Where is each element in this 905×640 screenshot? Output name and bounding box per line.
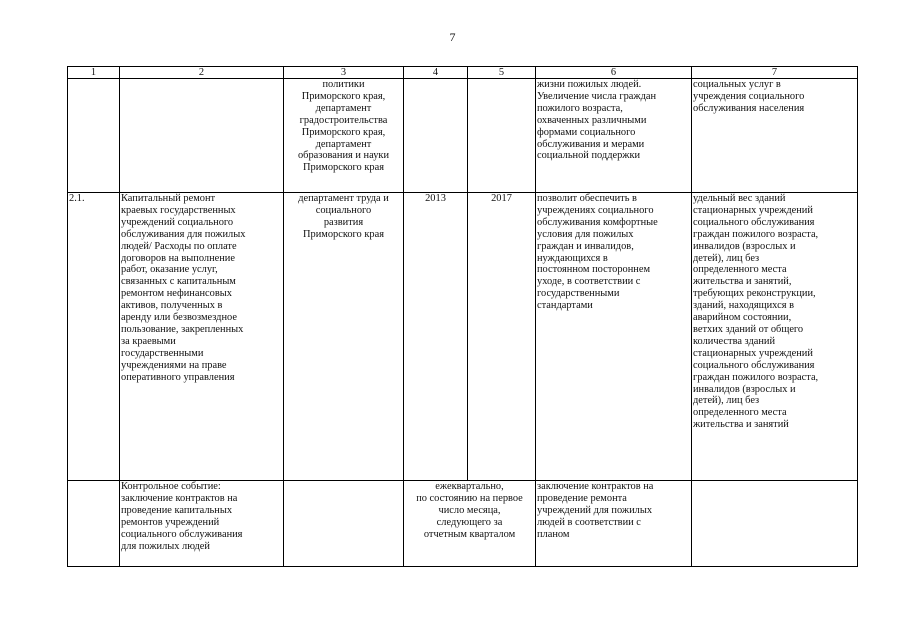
cell-line: учреждения социального [693,90,805,102]
measure-cell [120,79,284,193]
cell-line: Приморского края, [301,90,386,102]
cell-line: определенного места [693,264,787,276]
end-year-cell: 2017 [468,193,536,481]
column-header: 6 [536,67,692,79]
cell-line: уходе, в соответствии с [537,276,641,288]
cell-line: пожилого возраста, [537,102,623,114]
cell-line: Капитальный ремонт [121,193,216,204]
measure-cell [120,193,284,481]
cell-line: заключение контрактов на [121,492,238,504]
cell-line: ежеквартально, [435,481,504,492]
cell-line: социального обслуживания [693,216,815,228]
cell-line: образования и науки [297,150,389,162]
cell-line: департамент [315,102,372,114]
executor-cell [284,79,404,193]
column-header: 2 [120,67,284,79]
cell-line: социальных услуг в [693,79,781,90]
cell-line: жительства и занятий [693,419,789,431]
row-number-cell [68,481,120,567]
cell-line: ремонтов учреждений [121,516,220,528]
cell-line: инвалидов (взрослых и [693,240,796,252]
cell-line: детей), лиц без [693,395,760,407]
table-row [68,193,858,481]
indicator-cell [692,481,858,567]
cell-line: государственными [537,288,620,300]
result-cell [536,79,692,193]
cell-line: жизни пожилых людей. [537,79,642,90]
cell-line: Приморского края [303,162,384,174]
cell-line: социального [315,204,372,216]
period-cell [404,481,536,567]
cell-line: учреждений социального [121,216,234,228]
cell-line: ветхих зданий от общего [693,323,804,335]
cell-line: проведение ремонта [537,492,627,504]
cell-line: аренду или безвозмездное [121,312,237,324]
cell-line: пользование, закрепленных [121,323,244,335]
cell-line: определенного места [693,407,787,419]
cell-line: формами социального [537,126,636,138]
cell-line: граждан пожилого возраста, [693,228,819,240]
cell-line: стандартами [537,300,593,312]
cell-line: стационарных учреждений [693,204,813,216]
cell-line: по состоянию на первое [416,492,523,504]
cell-line: планом [537,528,570,540]
cell-line: государственными [121,347,204,359]
cell-line: следующего за [436,516,503,528]
table-header-row [68,67,858,79]
page-number: 7 [449,30,456,44]
cell-line: отчетным кварталом [423,528,516,540]
cell-line: зданий, находящихся в [693,300,794,312]
end-year-cell [468,79,536,193]
cell-line: удельный вес зданий [693,193,786,204]
cell-line: социального обслуживания [693,359,815,371]
column-header: 5 [468,67,536,79]
row-number-cell [68,79,120,193]
cell-line: граждан и инвалидов, [537,240,634,252]
cell-line: социального обслуживания [121,528,243,540]
cell-line: жительства и занятий, [693,276,792,288]
cell-line: людей в соответствии с [537,516,641,528]
table-row [68,79,858,193]
start-year-cell: 2013 [404,193,468,481]
cell-line: связанных с капитальным [121,276,236,288]
cell-line: социальной поддержки [537,150,641,162]
cell-line: аварийном состоянии, [693,312,792,324]
cell-line: обслуживания населения [693,102,805,114]
cell-line: работ, оказание услуг, [121,264,218,276]
cell-line: проведение капитальных [121,504,233,516]
indicator-cell [692,193,858,481]
result-cell [536,193,692,481]
cell-line: учреждениями на праве [121,359,227,371]
cell-line: учреждений для пожилых [537,504,653,516]
row-number-cell: 2.1. [68,193,120,481]
cell-line: градостроительства [299,114,388,126]
cell-line: условия для пожилых [537,228,634,240]
cell-line: позволит обеспечить в [537,193,637,204]
cell-line: детей), лиц без [693,252,760,264]
cell-line: заключение контрактов на [537,481,654,492]
cell-line: оперативного управления [121,371,235,383]
cell-line: для пожилых людей [121,540,210,552]
program-table [67,66,858,567]
executor-cell [284,193,404,481]
executor-cell [284,481,404,567]
cell-line: Контрольное событие: [121,481,221,492]
column-header: 3 [284,67,404,79]
column-header: 4 [404,67,468,79]
cell-line: Приморского края [303,228,384,240]
cell-line: количества зданий [693,335,776,347]
cell-line: обслуживания комфортные [537,216,658,228]
table-row [68,481,858,567]
cell-line: департамент [315,138,372,150]
cell-line: за краевыми [121,335,176,347]
control-event-cell [120,481,284,567]
cell-line: обслуживания и мерами [537,138,645,150]
cell-line: учреждениях социального [537,204,654,216]
indicator-cell [692,79,858,193]
cell-line: активов, полученных в [121,300,223,312]
cell-line: стационарных учреждений [693,347,813,359]
cell-line: число месяца, [438,504,501,516]
cell-line: развития [323,216,364,228]
cell-line: ремонтом нефинансовых [121,288,232,300]
cell-line: Увеличение числа граждан [537,90,657,102]
column-header: 7 [692,67,858,79]
cell-line: инвалидов (взрослых и [693,383,796,395]
cell-line: нуждающихся в [537,252,608,264]
cell-line: охваченных различными [537,114,647,126]
cell-line: договоров на выполнение [121,252,235,264]
result-cell [536,481,692,567]
cell-line: департамент труда и [298,193,389,204]
cell-line: требующих реконструкции, [693,288,816,300]
cell-line: политики [322,79,365,90]
cell-line: постоянном постороннем [537,264,651,276]
cell-line: Приморского края, [301,126,386,138]
start-year-cell [404,79,468,193]
cell-line: граждан пожилого возраста, [693,371,819,383]
cell-line: людей/ Расходы по оплате [121,240,237,252]
column-header: 1 [68,67,120,79]
cell-line: краевых государственных [121,204,236,216]
cell-line: обслуживания для пожилых [121,228,246,240]
